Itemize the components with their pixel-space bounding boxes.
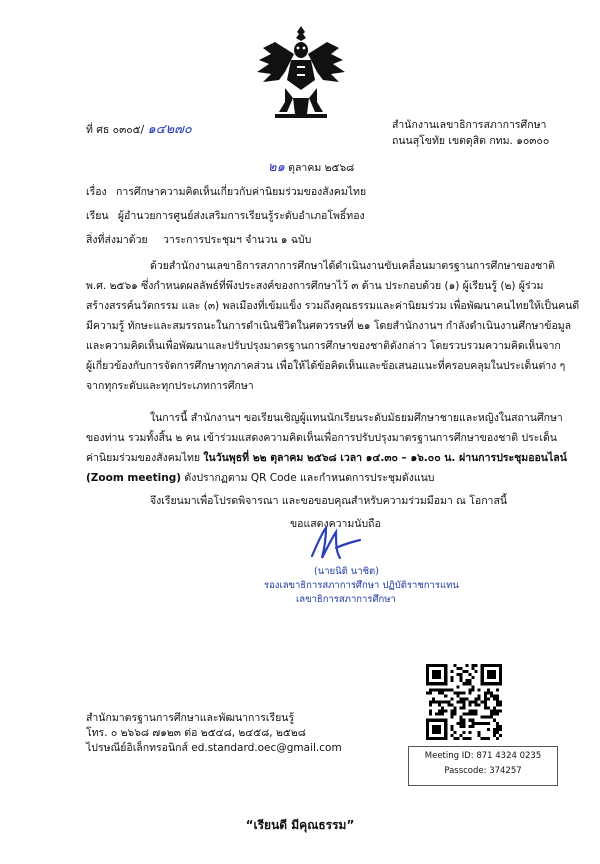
paragraph2-text: ดังปรากฏตาม QR Code และกำหนดการประชุมดังแนบ <box>184 472 435 484</box>
meeting-passcode: Passcode: 374257 <box>444 766 522 776</box>
paragraph1-line: ด้วยสำนักงานเลขาธิการสภาการศึกษาได้ดำเนินงานขับเคลื่อนมาตรฐานการศึกษาของชาติ <box>150 260 555 272</box>
zoom-meeting-label: (Zoom meeting) <box>86 472 182 484</box>
enclosure-line <box>86 233 311 248</box>
footer-phone: โทร. ๐ ๒๖๖๘ ๗๑๒๓ ต่อ ๒๕๔๘, ๒๔๕๘, ๒๕๒๘ <box>86 727 306 739</box>
paragraph2-line-4 <box>86 471 434 486</box>
document-number <box>86 122 192 138</box>
recipient-text: ผู้อำนวยการศูนย์ส่งเสริมการเรียนรู้ระดับอำเภอโพธิ์ทอง <box>117 210 365 222</box>
paragraph1-line: และความคิดเห็นเพื่อพัฒนาและปรับปรุงมาตรฐานการศึกษาของชาติดังกล่าว โดยรวบรวมความคิดเห็นจาก <box>86 340 561 352</box>
paragraph1-line: จากทุกระดับและทุกประเภทการศึกษา <box>86 380 254 392</box>
paragraph2-line: ในการนี้ สำนักงานฯ ขอเรียนเชิญผู้แทนนักเรียนระดับมัธยมศึกษาชายและหญิงในสถานศึกษา <box>150 412 563 424</box>
signatory-position-1: รองเลขาธิการสภาการศึกษา ปฏิบัติราชการแทน <box>264 580 459 591</box>
motto: “เรียนดี มีคุณธรรม” <box>245 818 355 832</box>
signatory-name: (นายนิติ นาชิต) <box>314 566 379 577</box>
meeting-datetime: ในวันพุธที่ ๒๒ ตุลาคม ๒๕๖๘ เวลา ๑๔.๓๐ – ๑๖.๐๐ น. ผ่านการประชุมออนไลน์ <box>203 452 567 464</box>
date-day: ๒๑ <box>268 160 285 175</box>
paragraph1-line: มีความรู้ ทักษะและสมรรถนะในการดำเนินชีวิตในศตวรรษที่ ๒๑ โดยสำนักงานฯ กำลังดำเนินงานศึกษาข้อมูล <box>86 320 572 332</box>
subject-line <box>86 185 366 200</box>
footer-department: สำนักมาตรฐานการศึกษาและพัฒนาการเรียนรู้ <box>86 712 295 724</box>
document-date <box>268 160 354 176</box>
paragraph2-line: ของท่าน รวมทั้งสิ้น ๒ คน เข้าร่วมแสดงความคิดเห็นเพื่อการปรับปรุงมาตรฐานการศึกษาของชาติ ประเด็น <box>86 432 557 444</box>
recipient-line <box>86 209 365 224</box>
enclosure-label: สิ่งที่ส่งมาด้วย <box>86 234 148 246</box>
paragraph2-line-3 <box>86 451 567 466</box>
office-name: สำนักงานเลขาธิการสภาการศึกษา <box>392 119 547 131</box>
recipient-label: เรียน <box>86 210 109 222</box>
meeting-id: Meeting ID: 871 4324 0235 <box>424 751 542 761</box>
signature-icon <box>300 522 370 562</box>
subject-text: การศึกษาความคิดเห็นเกี่ยวกับค่านิยมร่วมของสังคมไทย <box>116 186 367 198</box>
closing-request: จึงเรียนมาเพื่อโปรดพิจารณา และขอขอบคุณสำหรับความร่วมมือมา ณ โอกาสนี้ <box>150 495 508 507</box>
paragraph2-text: ค่านิยมร่วมของสังคมไทย <box>86 452 201 464</box>
qr-code-icon <box>426 664 502 740</box>
meeting-info-box <box>408 746 558 786</box>
paragraph1-line: สร้างสรรค์นวัตกรรม และ (๓) พลเมืองที่เข้มแข็ง รวมถึงคุณธรรมและค่านิยมร่วม เพื่อพัฒนาคนไทยให้เป็นคนดี <box>86 300 580 312</box>
office-address: ถนนสุโขทัย เขตดุสิต กทม. ๑๐๓๐๐ <box>392 135 550 147</box>
closing-phrase: ขอแสดงความนับถือ <box>290 518 381 530</box>
garuda-emblem-icon <box>255 24 347 122</box>
document-number-value: ๑๔๒๗๐ <box>147 122 192 137</box>
date-month-year: ตุลาคม ๒๕๖๘ <box>288 162 355 174</box>
paragraph1-line: ผู้เกี่ยวข้องกับการจัดการศึกษาทุกภาคส่วน เพื่อให้ได้ข้อคิดเห็นและข้อเสนอแนะที่ครอบคลุมในประเด็นต่าง ๆ <box>86 360 566 372</box>
footer-email: ไปรษณีย์อิเล็กทรอนิกส์ ed.standard.oec@gmail.com <box>86 742 342 754</box>
subject-label: เรื่อง <box>86 186 107 198</box>
enclosure-text: วาระการประชุมฯ จำนวน ๑ ฉบับ <box>163 234 312 246</box>
document-number-label: ที่ ศธ ๐๓๐๕/ <box>86 124 145 136</box>
signatory-position-2: เลขาธิการสภาการศึกษา <box>296 594 396 605</box>
paragraph1-line: พ.ศ. ๒๕๖๑ ซึ่งกำหนดผลลัพธ์ที่พึงประสงค์ของการศึกษาไว้ ๓ ด้าน ประกอบด้วย (๑) ผู้เรียนรู้ (๒) ผู้ร่วม <box>86 280 544 292</box>
